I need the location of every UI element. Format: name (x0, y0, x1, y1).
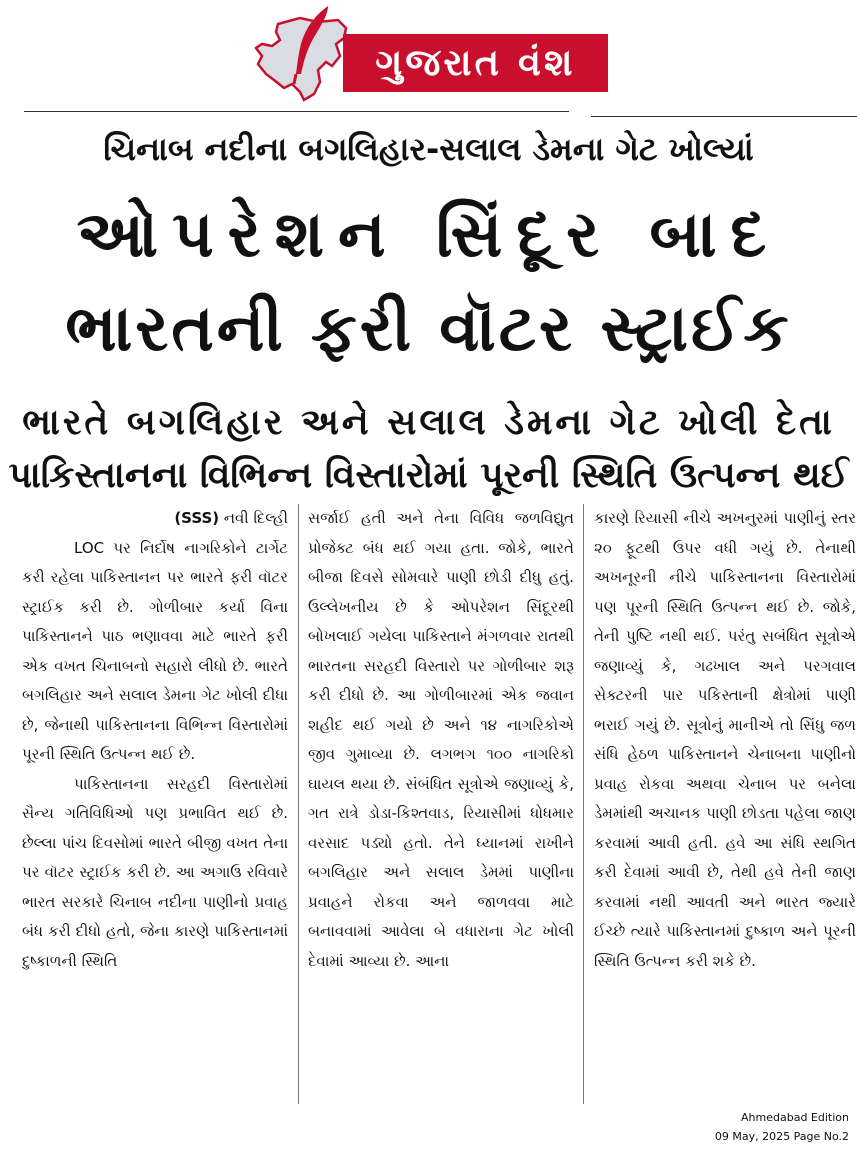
dateline-city: નવી દિલ્હી (219, 509, 288, 527)
headline-kicker: ચિનાબ નદીના બગલિહાર-સલાલ ડેમના ગેટ ખોલ્યાં (103, 130, 754, 168)
article-paragraph: પાકિસ્તાનના સરહદી વિસ્તારોમાં સૈન્ય ગતિવિધિઓ પણ પ્રભાવિત થઈ છે. છેલ્લા પાંચ દિવસોમાં ભારતે બીજી વખત તેના પર વૉટર સ્ટ્રાઈક કરી છે. આ અગાઉ રવિવારે ભારત સરકારે ચિનાબ નદીના પાણીનો પ્રવાહ બંધ કરી દીધો હતો, જેના કારણે પાકિસ્તાનમાં દુષ્કાળની સ્થિતિ (22, 774, 288, 970)
dateline-paragraph (22, 504, 288, 534)
article-column-3 (594, 504, 856, 1104)
masthead-rule-right (591, 116, 857, 117)
masthead (0, 0, 857, 108)
subheadline-line-2: પાકિસ્તાનના વિભિન્ન વિસ્તારોમાં પૂરની સ્થિતિ ઉત્પન્ન થઈ (8, 455, 849, 496)
edition-name: Ahmedabad Edition (741, 1111, 849, 1124)
headline-line-1: ઓપરેશન સિંદૂર બાદ (76, 198, 781, 272)
masthead-rule-left (24, 111, 569, 112)
subheadline-line-1: ભારતે બગલિહાર અને સલાલ ડેમના ગેટ ખોલી દેતા (22, 402, 835, 443)
dateline-agency: (SSS) (174, 509, 220, 527)
newspaper-logo: ગુજરાત વંશ (343, 34, 608, 92)
article-paragraph: કારણે રિયાસી નીચે અખનુરમાં પાણીનું સ્તર ૨૦ ફૂટથી ઉપર વધી ગયું છે. તેનાથી અખનૂરની નીચે પાકિસ્તાનના વિસ્તારોમાં પણ પૂરની સ્થિતિ ઉત્પન્ન થઈ છે. જોકે, તેની પુષ્ટિ નથી થઈ. પરંતુ સબંધિત સૂત્રોએ જણાવ્યું કે, ગઢખાલ અને પરગવાલ સેક્ટરની પાર પકિસ્તાની ક્ષેત્રોમાં પાણી ભરાઈ ગયું છે. સૂત્રોનું માનીએ તો સિંધુ જળ સંધિ હેઠળ પાકિસ્તાનને ચેનાબના પાણીનો પ્રવાહ રોકવા અથવા ચેનાબ પર બનેલા ડેમમાંથી અચાનક પાણી છોડતા પહેલા જાણ કરવામાં આવી હતી. હવે આ સંધિ સ્થગિત કરી દેવામાં આવી છે, તેથી હવે તેની જાણ કરવામાં નથી આવતી અને ભારત જ્યારે ઈચ્છે ત્યારે પાકિસ્તાનમાં દુષ્કાળ અને પૂરની સ્થિતિ ઉત્પન્ન કરી શકે છે. (594, 509, 856, 970)
article-body (22, 504, 857, 1104)
edition-info (715, 1108, 849, 1146)
article-column-1 (22, 504, 288, 1104)
edition-date-page: 09 May, 2025 Page No.2 (714, 1130, 849, 1143)
headline-line-2: ભારતની ફરી વૉટર સ્ટ્રાઈક (65, 292, 792, 366)
article-paragraph: LOC પર નિર્દોષ નાગરિકોને ટાર્ગેટ કરી રહેલા પાકિસ્તાનન પર ભારતે ફરી વૉટર સ્ટ્રાઈક કરી છે. ગોળીબાર કર્યા વિના પાકિસ્તાનને પાઠ ભણાવવા માટે ભારતે ફરી એક વખત ચિનાબનો સહારો લીધો છે. ભારતે બગલિહાર અને સલાલ ડેમના ગેટ ખોલી દીધા છે, જેનાથી પાકિસ્તાનના વિભિન્ન વિસ્તારોમાં પૂરની સ્થિતિ ઉત્પન્ન થઈ છે. (22, 538, 288, 763)
article-paragraph: સર્જાઈ હતી અને તેના વિવિધ જળવિદ્યુત પ્રોજેક્ટ બંધ થઈ ગયા હતા. જોકે, ભારતે બીજા દિવસે સોમવારે પાણી છોડી દીધુ હતું. ઉલ્લેખનીય છે કે ઓપરેશન સિંદૂરથી બોખલાઈ ગયેલા પાકિસ્તાને મંગળવાર રાતથી ભારતના સરહદી વિસ્તારો પર ગોળીબાર શરૂ કરી દીધો છે. આ ગોળીબારમાં એક જવાન શહીદ થઈ ગયો છે અને ૧૪ નાગરિકોએ જીવ ગુમાવ્યા છે. લગભગ ૧૦૦ નાગરિકો ઘાયલ થયા છે. સંબંધિત સૂત્રોએ જણાવ્યું કે, ગત રાત્રે ડોડા-કિશ્તવાડ, રિયાસીમાં ધોધમાર વરસાદ પડ્યો હતો. તેને ધ્યાનમાં રાખીને બગલિહાર અને સલાલ ડેમમાં પાણીના પ્રવાહને રોકવા અને જાળવવા માટે બનાવવામાં આવેલા બે વધારાના ગેટ ખોલી દેવામાં આવ્યા છે. આના (308, 509, 574, 970)
main-headline (0, 188, 857, 376)
subheadline (0, 396, 857, 502)
article-column-2 (298, 504, 584, 1104)
